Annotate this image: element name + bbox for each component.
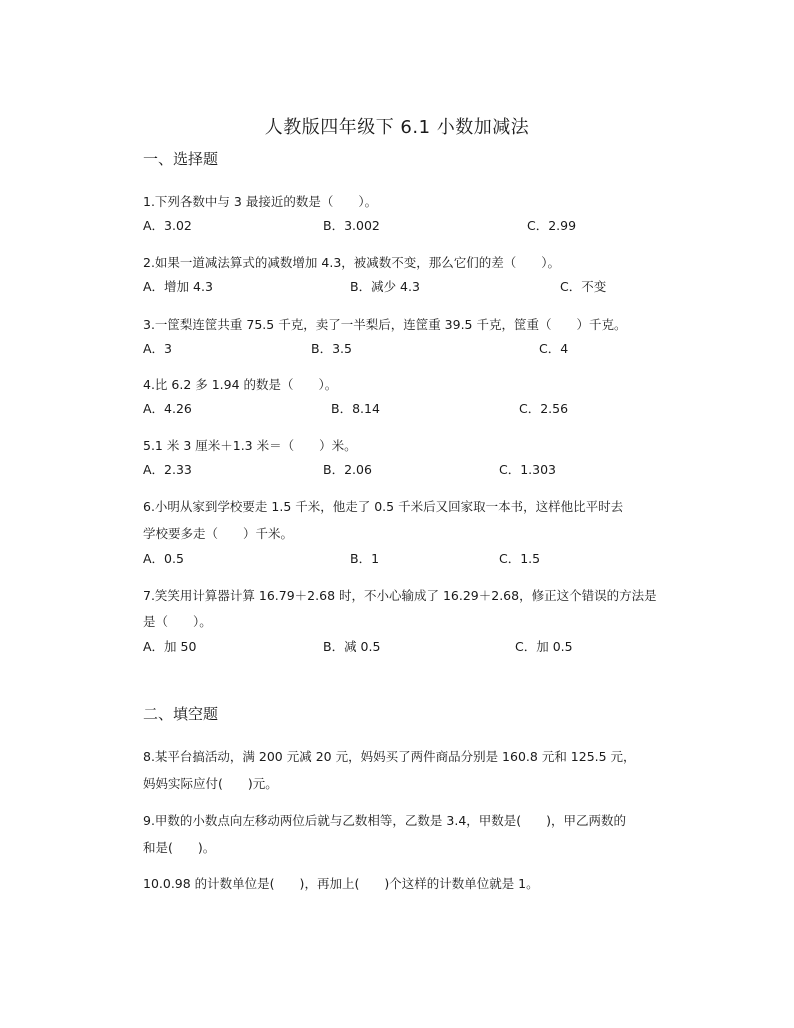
question-1-option-a: A．3.02: [143, 218, 192, 233]
question-3-option-a: A．3: [143, 341, 173, 356]
question-6-option-c: C．1.5: [499, 551, 541, 566]
question-4-option-b: B．8.14: [331, 401, 380, 416]
question-2-option-a: A．增加 4.3: [143, 279, 213, 294]
question-8-line-2: 妈妈实际应付( )元。: [143, 776, 278, 791]
question-2-option-b: B．减少 4.3: [350, 279, 420, 294]
question-4: 4.比 6.2 多 1.94 的数是（ ）。: [143, 377, 338, 392]
question-2-option-c: C．不变: [560, 279, 607, 294]
question-5-option-b: B．2.06: [323, 462, 372, 477]
question-7-option-c: C．加 0.5: [515, 639, 573, 654]
question-7-option-a: A．加 50: [143, 639, 197, 654]
question-1: 1.下列各数中与 3 最接近的数是（ ）。: [143, 194, 378, 209]
question-6-line-2: 学校要多走（ ）千米。: [143, 526, 294, 541]
question-4-option-c: C．2.56: [519, 401, 569, 416]
section-heading-fill: 二、填空题: [143, 705, 219, 723]
question-9-line-2: 和是( )。: [143, 840, 216, 855]
question-3-option-c: C．4: [539, 341, 569, 356]
question-9-line-1: 9.甲数的小数点向左移动两位后就与乙数相等，乙数是 3.4，甲数是( )，甲乙两数的: [143, 813, 627, 828]
question-3: 3.一筐梨连筐共重 75.5 千克，卖了一半梨后，连筐重 39.5 千克，筐重（ ）千克。: [143, 317, 627, 332]
question-3-option-b: B．3.5: [311, 341, 352, 356]
question-6-line-1: 6.小明从家到学校要走 1.5 千米，他走了 0.5 千米后又回家取一本书，这样他比平时去: [143, 499, 624, 514]
question-1-option-c: C．2.99: [527, 218, 577, 233]
question-4-option-a: A．4.26: [143, 401, 192, 416]
question-5-option-a: A．2.33: [143, 462, 192, 477]
question-6-option-a: A．0.5: [143, 551, 184, 566]
question-6-option-b: B．1: [350, 551, 380, 566]
question-7-option-b: B．减 0.5: [323, 639, 381, 654]
question-2: 2.如果一道减法算式的减数增加 4.3，被减数不变，那么它们的差（ ）。: [143, 255, 561, 270]
question-7-line-2: 是（ ）。: [143, 614, 212, 629]
question-10: 10.0.98 的计数单位是( )，再加上( )个这样的计数单位就是 1。: [143, 876, 539, 891]
question-5-option-c: C．1.303: [499, 462, 557, 477]
section-heading-choice: 一、选择题: [143, 150, 219, 168]
question-1-option-b: B．3.002: [323, 218, 380, 233]
page-title: 人教版四年级下 6.1 小数加减法: [264, 117, 530, 138]
question-8-line-1: 8.某平台搞活动，满 200 元减 20 元，妈妈买了两件商品分别是 160.8 元和 125.5 元，: [143, 749, 636, 764]
question-5: 5.1 米 3 厘米＋1.3 米＝（ ）米。: [143, 438, 357, 453]
question-7-line-1: 7.笑笑用计算器计算 16.79＋2.68 时，不小心输成了 16.29＋2.68，修正这个错误的方法是: [143, 588, 657, 603]
